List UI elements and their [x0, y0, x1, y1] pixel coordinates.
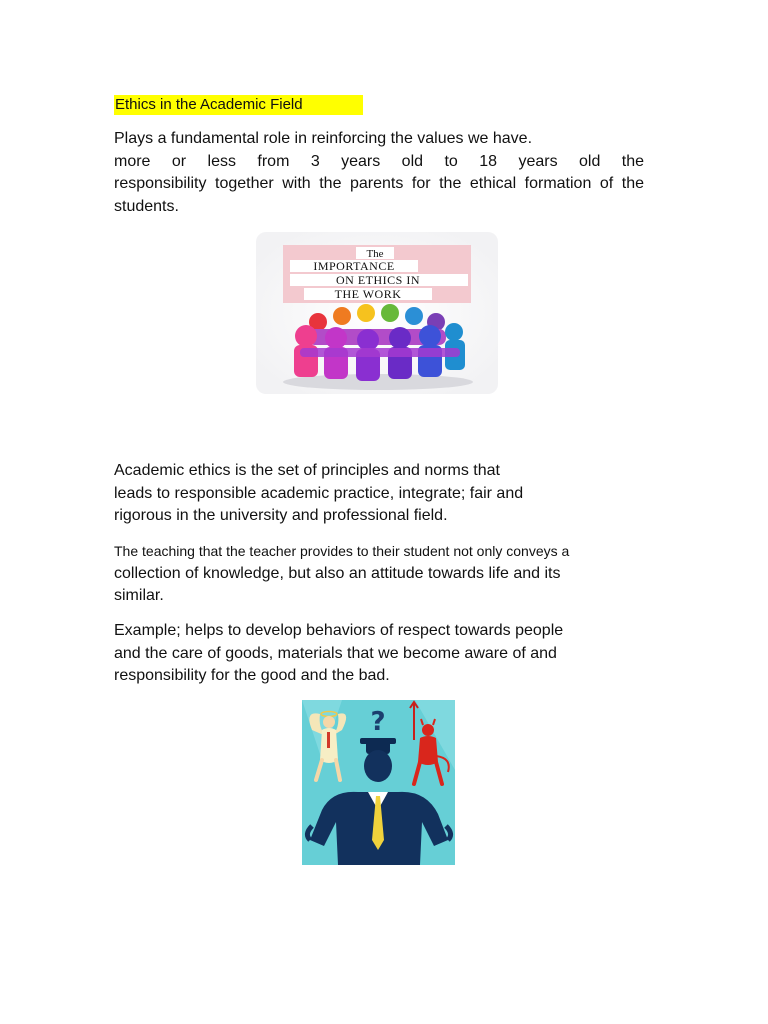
question-mark-icon: ?: [370, 707, 386, 737]
academic-ethics-paragraph: [114, 460, 644, 528]
angel-devil-cartoon-image: [302, 700, 455, 865]
intro-line-4: students.: [114, 197, 179, 215]
poster-line-1: The: [366, 248, 384, 260]
teaching-line-3: similar.: [114, 587, 164, 604]
example-paragraph: [114, 620, 644, 688]
academic-line-1: Academic ethics is the set of principles and norms that: [114, 462, 500, 479]
academic-line-3: rigorous in the university and professional field.: [114, 507, 448, 524]
poster-line-2: IMPORTANCE: [313, 259, 395, 273]
teaching-line-1: The teaching that the teacher provides to their student not only conveys a: [114, 543, 570, 559]
intro-paragraph: [114, 128, 644, 218]
example-line-1: Example; helps to develop behaviors of respect towards people: [114, 622, 564, 639]
example-line-3: responsibility for the good and the bad.: [114, 667, 390, 684]
poster-line-4: THE WORK: [334, 287, 402, 301]
section-heading: Ethics in the Academic Field: [114, 95, 363, 115]
poster-line-3: ON ETHICS IN: [336, 273, 420, 287]
intro-line-2: more or less from 3 years old to 18 years old the: [114, 152, 644, 170]
intro-line-1: Plays a fundamental role in reinforcing the values we have.: [114, 130, 533, 147]
teaching-line-2: collection of knowledge, but also an attitude towards life and its: [114, 564, 561, 582]
ethics-poster-image: [256, 232, 498, 394]
intro-line-3: responsibility together with the parents for the ethical formation of the: [114, 175, 644, 192]
academic-line-2: leads to responsible academic practice, integrate; fair and: [114, 484, 524, 502]
teaching-paragraph: [114, 540, 644, 608]
example-line-2: and the care of goods, materials that we become aware of and: [114, 644, 557, 662]
